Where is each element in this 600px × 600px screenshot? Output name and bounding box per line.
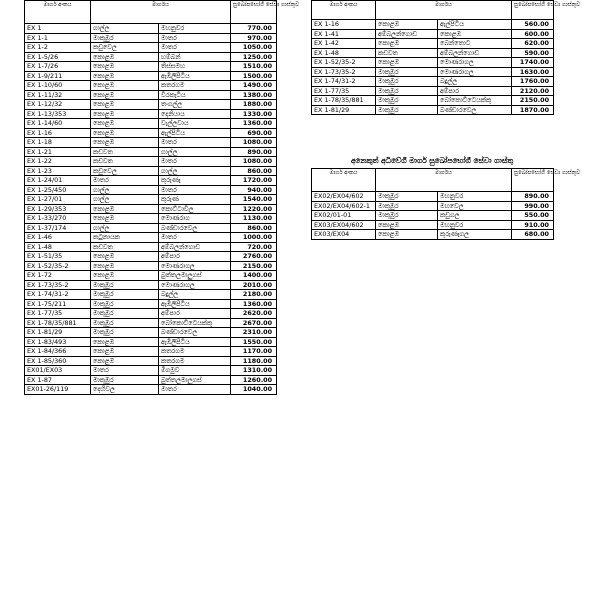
fare-cell: 2120.00	[512, 86, 554, 96]
origin-cell: කොළඹ	[91, 90, 159, 100]
destination-cell: ඇඹිලිපිටිය	[159, 299, 231, 309]
table-row	[25, 356, 277, 366]
destination-cell: වීරකැටිය	[159, 90, 231, 100]
table-row	[312, 201, 554, 211]
fare-cell: 680.00	[512, 230, 554, 240]
destination-cell: වැල්ලවාය	[159, 119, 231, 129]
origin-cell: කොළඹ	[376, 220, 438, 230]
table-row	[25, 271, 277, 281]
route-number-cell: EX 1-77/35	[312, 86, 376, 96]
route-number-cell: EX 1-78/35/881	[25, 318, 91, 328]
destination-cell: ඇල්පිටිය	[159, 128, 231, 138]
route-number-cell: EX 1-51/35	[25, 252, 91, 262]
destination-cell: අම්පාර	[159, 252, 231, 262]
table-row	[25, 309, 277, 319]
destination-cell: මාතර	[159, 33, 231, 43]
table-row	[312, 105, 554, 115]
fare-cell: 620.00	[512, 39, 554, 49]
table-row	[25, 109, 277, 119]
header-route-no: මාර්ග අංකය	[25, 1, 91, 24]
destination-cell: ඇල්පිටිය	[438, 20, 512, 30]
route-number-cell: EX 1-48	[25, 242, 91, 252]
origin-cell: මාතර	[91, 366, 159, 376]
fare-cell: 1040.00	[231, 385, 277, 395]
origin-cell: කඩුවෙල	[91, 43, 159, 53]
origin-cell: ගාල්ල	[91, 195, 159, 205]
fare-cell: 860.00	[231, 223, 277, 233]
route-number-cell: EX 1	[25, 24, 91, 34]
fare-cell: 2620.00	[231, 309, 277, 319]
destination-cell: මාතර	[159, 385, 231, 395]
table-row	[312, 192, 554, 202]
header-route: මාර්ගය	[376, 169, 512, 192]
origin-cell: මාකුඹුර	[91, 318, 159, 328]
table-row	[25, 385, 277, 395]
destination-cell: බණ්ඩාරවෙල	[159, 223, 231, 233]
origin-cell: කොළඹ	[91, 271, 159, 281]
route-number-cell: EX 1-81/29	[312, 105, 376, 115]
origin-cell: කොළඹ	[376, 20, 438, 30]
fare-cell: 1360.00	[231, 299, 277, 309]
table-row	[25, 176, 277, 186]
table-row	[25, 242, 277, 252]
table-row	[25, 328, 277, 338]
right-table-top-header	[312, 1, 554, 20]
route-number-cell: EX 1-72	[25, 271, 91, 281]
table-row	[25, 375, 277, 385]
destination-cell: මහනුවර	[159, 24, 231, 34]
left-fare-table	[24, 0, 300, 395]
destination-cell: බදුල්ල	[438, 77, 512, 87]
fare-cell: 1500.00	[231, 71, 277, 81]
route-number-cell: EX 1-42	[312, 39, 376, 49]
table-row	[25, 100, 277, 110]
destination-cell: මහනුවර	[438, 192, 512, 202]
fare-cell: 550.00	[512, 211, 554, 221]
origin-cell: කටුනායක	[91, 233, 159, 243]
origin-cell: කොළඹ	[376, 39, 438, 49]
destination-cell: කුරුණෑ	[159, 176, 231, 186]
fare-cell: 860.00	[231, 166, 277, 176]
route-number-cell: EX 1-48	[312, 48, 376, 58]
fare-cell: 2150.00	[231, 261, 277, 271]
route-number-cell: EX 1-78/35/881	[312, 96, 376, 106]
destination-cell: මීගමුව	[159, 366, 231, 376]
fare-cell: 970.00	[231, 33, 277, 43]
fare-cell: 2010.00	[231, 280, 277, 290]
destination-cell: මාතර	[159, 185, 231, 195]
table-row	[312, 67, 554, 77]
fare-cell: 1050.00	[231, 43, 277, 53]
destination-cell: මාතර	[159, 43, 231, 53]
table-row	[25, 147, 277, 157]
right-table-bottom-body	[312, 192, 554, 240]
fare-cell: 1000.00	[231, 233, 277, 243]
route-number-cell: EX 1-12/32	[25, 100, 91, 110]
fare-cell: 890.00	[231, 147, 277, 157]
origin-cell: දෙහිවල	[91, 385, 159, 395]
table-row	[312, 96, 554, 106]
table-row	[25, 90, 277, 100]
fare-cell: 1080.00	[231, 138, 277, 148]
route-number-cell: EX 1-22	[25, 157, 91, 167]
table-row	[25, 318, 277, 328]
origin-cell: මාකුඹුර	[376, 105, 438, 115]
fare-cell: 2180.00	[231, 290, 277, 300]
table-row	[25, 157, 277, 167]
route-number-cell: EX 1-24/01	[25, 176, 91, 186]
fare-cell: 1330.00	[231, 109, 277, 119]
destination-cell: අම්පාර	[159, 309, 231, 319]
fare-cell: 1490.00	[231, 81, 277, 91]
route-number-cell: EX 1-33/270	[25, 214, 91, 224]
route-number-cell: EX 1-21	[25, 147, 91, 157]
route-number-cell: EX03/EX04	[312, 230, 376, 240]
origin-cell: මාතර	[91, 176, 159, 186]
destination-cell: කතරගම	[159, 81, 231, 91]
route-number-cell: EX 1-2	[25, 43, 91, 53]
destination-cell: කොට්ටාවිල	[159, 204, 231, 214]
table-row	[312, 58, 554, 68]
table-row	[25, 52, 277, 62]
route-number-cell: EX01-26/119	[25, 385, 91, 395]
table-row	[312, 20, 554, 30]
origin-cell: මාකුඹුර	[91, 290, 159, 300]
fare-cell: 1310.00	[231, 366, 277, 376]
origin-cell: මාකුඹුර	[91, 328, 159, 338]
destination-cell: කුරුණ	[159, 195, 231, 205]
route-number-cell: EX 1-13/353	[25, 109, 91, 119]
route-number-cell: EX 1-11/32	[25, 90, 91, 100]
route-number-cell: EX 1-73/35-2	[312, 67, 376, 77]
origin-cell: කොළඹ	[91, 337, 159, 347]
origin-cell: ගාල්ල	[91, 24, 159, 34]
route-number-cell: EX 1-75/211	[25, 299, 91, 309]
fare-cell: 560.00	[512, 20, 554, 30]
route-number-cell: EX02/01-01	[312, 211, 376, 221]
fare-cell: 940.00	[231, 185, 277, 195]
fare-cell: 1630.00	[512, 67, 554, 77]
destination-cell: බදුල්ල	[159, 290, 231, 300]
route-number-cell: EX 1-52/35-2	[312, 58, 376, 68]
route-number-cell: EX 1-41	[312, 29, 376, 39]
destination-cell: මහවෙල	[438, 201, 512, 211]
route-number-cell: EX 1-37/174	[25, 223, 91, 233]
origin-cell: මාකුඹුර	[91, 309, 159, 319]
origin-cell: මාකුඹුර	[376, 77, 438, 87]
header-fare: සුඛෝපභෝගී සේවා ගාස්තුව	[512, 169, 554, 192]
destination-cell: බුත්තලමාලුගස්	[159, 271, 231, 281]
origin-cell: කඩවත	[91, 242, 159, 252]
destination-cell: තිස්සමහ	[159, 62, 231, 72]
table-row	[25, 366, 277, 376]
fare-cell: 1170.00	[231, 347, 277, 357]
header-fare: සුඛෝපභෝගී සේවා ගාස්තුව	[512, 1, 554, 20]
destination-cell: තංගල්ල	[159, 100, 231, 110]
fare-cell: 1540.00	[231, 195, 277, 205]
destination-cell: කොළඹ	[438, 29, 512, 39]
table-row	[25, 204, 277, 214]
route-number-cell: EX 1-5/26	[25, 52, 91, 62]
table-row	[312, 220, 554, 230]
fare-cell: 1870.00	[512, 105, 554, 115]
table-row	[25, 138, 277, 148]
fare-cell: 1220.00	[231, 204, 277, 214]
route-number-cell: EX 1-77/35	[25, 309, 91, 319]
left-table-body	[25, 24, 277, 395]
origin-cell: කොළඹ	[91, 100, 159, 110]
table-row	[25, 347, 277, 357]
header-route: මාර්ගය	[91, 1, 231, 24]
route-number-cell: EX 1-87	[25, 375, 91, 385]
route-number-cell: EX 1-83/493	[25, 337, 91, 347]
route-number-cell: EX 1-7/26	[25, 62, 91, 72]
fare-cell: 1760.00	[512, 77, 554, 87]
destination-cell: බණ්ඩාරවෙල	[438, 105, 512, 115]
origin-cell: ගාල්ල	[91, 223, 159, 233]
table-row	[312, 48, 554, 58]
route-number-cell: EX 1-9/211	[25, 71, 91, 81]
route-number-cell: EX 1-10/60	[25, 81, 91, 91]
origin-cell: කොළඹ	[91, 347, 159, 357]
fare-cell: 1380.00	[231, 90, 277, 100]
fare-cell: 1880.00	[231, 100, 277, 110]
route-number-cell: EX 1-27/01	[25, 195, 91, 205]
table-row	[25, 185, 277, 195]
destination-cell: මාතර	[159, 138, 231, 148]
origin-cell: ගාල්ල	[91, 185, 159, 195]
fare-cell: 2670.00	[231, 318, 277, 328]
fare-cell: 1250.00	[231, 52, 277, 62]
table-row	[25, 223, 277, 233]
fare-cell: 1130.00	[231, 214, 277, 224]
destination-cell: අම්බලන්ගොඩ	[438, 48, 512, 58]
origin-cell: මාකුඹුර	[376, 201, 438, 211]
fare-cell: 600.00	[512, 29, 554, 39]
origin-cell: මාකුඹුර	[91, 299, 159, 309]
destination-cell: කඩුගල	[438, 211, 512, 221]
origin-cell: මාකුඹුර	[376, 211, 438, 221]
destination-cell: මොණරාගල	[438, 67, 512, 77]
table-row	[25, 261, 277, 271]
origin-cell: කොළඹ	[376, 58, 438, 68]
table-row	[312, 230, 554, 240]
route-number-cell: EX 1-25/450	[25, 185, 91, 195]
table-row	[25, 119, 277, 129]
route-number-cell: EX 1-84/366	[25, 347, 91, 357]
route-number-cell: EX02/EX04/602	[312, 192, 376, 202]
destination-cell: ඇඹිලිපිටිය	[159, 337, 231, 347]
origin-cell: කඩුවෙල	[91, 166, 159, 176]
origin-cell: මාකුඹුර	[91, 33, 159, 43]
route-number-cell: EX 1-16	[312, 20, 376, 30]
origin-cell: කොළඹ	[91, 214, 159, 224]
fare-cell: 1740.00	[512, 58, 554, 68]
table-row	[25, 195, 277, 205]
table-row	[312, 39, 554, 49]
destination-cell: කතරගම	[159, 356, 231, 366]
table-row	[25, 280, 277, 290]
origin-cell: කොළඹ	[91, 252, 159, 262]
right-table-top-body	[312, 20, 554, 115]
destination-cell: බෝකොට්ටෙයක්කු	[438, 96, 512, 106]
table-row	[25, 128, 277, 138]
fare-cell: 2150.00	[512, 96, 554, 106]
route-number-cell: EX 1-46	[25, 233, 91, 243]
destination-cell: බුත්තලමාලුගස්	[159, 375, 231, 385]
origin-cell: මාකුඹුර	[91, 280, 159, 290]
origin-cell: මාකුඹුර	[376, 67, 438, 77]
header-route: මාර්ගය	[376, 1, 512, 20]
fare-cell: 590.00	[512, 48, 554, 58]
origin-cell: කොළඹ	[91, 128, 159, 138]
fare-cell: 2310.00	[231, 328, 277, 338]
fare-cell: 1080.00	[231, 157, 277, 167]
fare-cell: 770.00	[231, 24, 277, 34]
origin-cell: කොළඹ	[91, 71, 159, 81]
origin-cell: කඩවත	[91, 157, 159, 167]
fare-cell: 1360.00	[231, 119, 277, 129]
destination-cell: අම්පාර	[438, 86, 512, 96]
destination-cell: මාතර	[159, 157, 231, 167]
route-number-cell: EX01/EX03	[25, 366, 91, 376]
table-row	[25, 24, 277, 34]
origin-cell: කොළඹ	[91, 52, 159, 62]
destination-cell: ගාල්ල	[159, 147, 231, 157]
route-number-cell: EX 1-23	[25, 166, 91, 176]
fare-cell: 2760.00	[231, 252, 277, 262]
destination-cell: කතරගම	[159, 347, 231, 357]
fare-cell: 1720.00	[231, 176, 277, 186]
origin-cell: මාකුඹුර	[376, 96, 438, 106]
route-number-cell: EX 1-1	[25, 33, 91, 43]
route-number-cell: EX03/EX04/602	[312, 220, 376, 230]
table-row	[25, 43, 277, 53]
left-table-header	[25, 1, 277, 24]
route-number-cell: EX 1-18	[25, 138, 91, 148]
route-number-cell: EX 1-14/60	[25, 119, 91, 129]
route-number-cell: EX 1-74/31-2	[312, 77, 376, 87]
fare-cell: 1400.00	[231, 271, 277, 281]
destination-cell: මහනුවර	[438, 220, 512, 230]
origin-cell: කොළඹ	[91, 62, 159, 72]
fare-cell: 890.00	[512, 192, 554, 202]
route-number-cell: EX 1-52/35-2	[25, 261, 91, 271]
origin-cell: අම්බලන්ගොඩ	[376, 29, 438, 39]
table-row	[25, 337, 277, 347]
right-fare-table-bottom	[311, 168, 581, 240]
fare-cell: 1510.00	[231, 62, 277, 72]
origin-cell: මාකුඹුර	[91, 375, 159, 385]
fare-cell: 990.00	[512, 201, 554, 211]
origin-cell: කොළඹ	[91, 119, 159, 129]
table-row	[312, 86, 554, 96]
origin-cell: කඩවත	[376, 48, 438, 58]
fare-cell: 1180.00	[231, 356, 277, 366]
header-route-no: මාර්ග අංකය	[312, 1, 376, 20]
table-row	[25, 71, 277, 81]
header-fare: සුඛෝපභෝගී සේවා ගාස්තුව	[231, 1, 277, 24]
route-number-cell: EX 1-73/35-2	[25, 280, 91, 290]
right-fare-table-top	[311, 0, 581, 115]
route-number-cell: EX02/EX04/602-1	[312, 201, 376, 211]
table-row	[312, 77, 554, 87]
fare-cell: 720.00	[231, 242, 277, 252]
table-row	[25, 81, 277, 91]
destination-cell: කුරුණෑගල	[438, 230, 512, 240]
fare-cell: 1260.00	[231, 375, 277, 385]
fare-cell: 910.00	[512, 220, 554, 230]
destination-cell: මොණරාගල	[159, 280, 231, 290]
origin-cell: කොළඹ	[91, 356, 159, 366]
table-row	[25, 166, 277, 176]
destination-cell: බෝකොට්ටෙයක්කු	[159, 318, 231, 328]
table-row	[25, 214, 277, 224]
origin-cell: කොළඹ	[91, 81, 159, 91]
table-row	[25, 299, 277, 309]
destination-cell: මාතර	[159, 233, 231, 243]
origin-cell: කඩවත	[91, 147, 159, 157]
table-row	[25, 290, 277, 300]
destination-cell: බණ්ඩාරවෙල	[159, 328, 231, 338]
table-row	[25, 252, 277, 262]
route-number-cell: EX 1-74/31-2	[25, 290, 91, 300]
route-number-cell: EX 1-81/29	[25, 328, 91, 338]
destination-cell: මොණරාග	[159, 214, 231, 224]
route-number-cell: EX 1-16	[25, 128, 91, 138]
destination-cell: බෙන්තොට	[438, 39, 512, 49]
section-title: අනෙකුත් අධිවේගී මාර්ග සුඛෝපභෝගී සේවා ගාස්තු	[350, 156, 514, 165]
right-table-bottom-header	[312, 169, 554, 192]
destination-cell: දෙනියාය	[159, 109, 231, 119]
route-number-cell: EX 1-29/353	[25, 204, 91, 214]
origin-cell: කොළඹ	[376, 230, 438, 240]
origin-cell: මාකුඹුර	[376, 86, 438, 96]
destination-cell: මොණරාගල	[438, 58, 512, 68]
destination-cell: මොණරාගල	[159, 261, 231, 271]
origin-cell: කොළඹ	[91, 261, 159, 271]
origin-cell: කොළඹ	[91, 204, 159, 214]
fare-cell: 690.00	[231, 128, 277, 138]
fare-cell: 1550.00	[231, 337, 277, 347]
table-row	[312, 211, 554, 221]
destination-cell: අම්බලන්ගොඩ	[159, 242, 231, 252]
destination-cell: හම්බන්	[159, 52, 231, 62]
header-route-no: මාර්ග අංකය	[312, 169, 376, 192]
origin-cell: කොළඹ	[91, 138, 159, 148]
table-row	[25, 62, 277, 72]
table-row	[25, 33, 277, 43]
origin-cell: මාකුඹුර	[376, 192, 438, 202]
destination-cell: ගාල්ල	[159, 166, 231, 176]
route-number-cell: EX 1-85/360	[25, 356, 91, 366]
destination-cell: ඇඹිලිපිටිය	[159, 71, 231, 81]
origin-cell: කොළඹ	[91, 109, 159, 119]
table-row	[312, 29, 554, 39]
table-row	[25, 233, 277, 243]
